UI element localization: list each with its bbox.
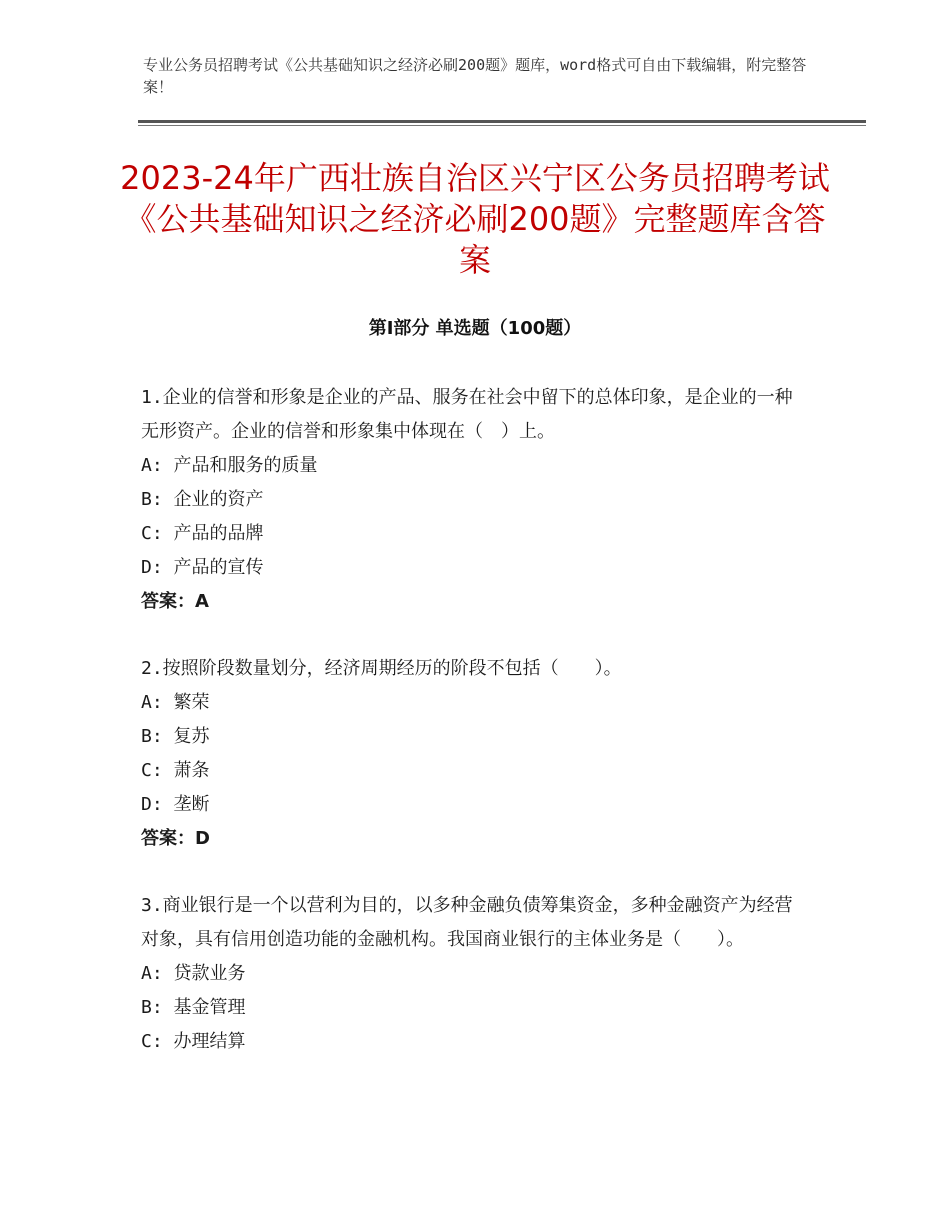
option-a: A: 贷款业务	[141, 963, 246, 984]
answer-line: 答案：A	[141, 591, 209, 612]
header-divider-thick	[138, 120, 866, 123]
option-b: B: 复苏	[141, 726, 210, 747]
header-divider-thin	[138, 125, 866, 126]
option-d: D: 产品的宣传	[141, 557, 264, 578]
header-note: 专业公务员招聘考试《公共基础知识之经济必刷200题》题库，word格式可自由下载编辑，附完整答案！	[143, 56, 807, 96]
question-2	[141, 652, 801, 856]
document-title: 2023-24年广西壮族自治区兴宁区公务员招聘考试《公共基础知识之经济必刷200题》完整题库含答案	[120, 159, 830, 279]
section-heading: 第Ⅰ部分 单选题（100题）	[368, 318, 582, 339]
option-d: D: 垄断	[141, 794, 210, 815]
question-1	[141, 381, 801, 619]
question-stem: 3.商业银行是一个以营利为目的，以多种金融负债筹集资金，多种金融资产为经营对象，具有信用创造功能的金融机构。我国商业银行的主体业务是（ ）。	[141, 895, 793, 950]
option-c: C: 办理结算	[141, 1031, 246, 1052]
option-c: C: 产品的品牌	[141, 523, 264, 544]
option-a: A: 产品和服务的质量	[141, 455, 318, 476]
option-c: C: 萧条	[141, 760, 210, 781]
question-list	[141, 381, 801, 1092]
option-b: B: 基金管理	[141, 997, 246, 1018]
option-a: A: 繁荣	[141, 692, 210, 713]
question-stem: 1.企业的信誉和形象是企业的产品、服务在社会中留下的总体印象，是企业的一种无形资产。企业的信誉和形象集中体现在（ ）上。	[141, 387, 793, 442]
answer-line: 答案：D	[141, 828, 210, 849]
question-3	[141, 889, 801, 1059]
question-stem: 2.按照阶段数量划分，经济周期经历的阶段不包括（ ）。	[141, 658, 622, 679]
option-b: B: 企业的资产	[141, 489, 264, 510]
